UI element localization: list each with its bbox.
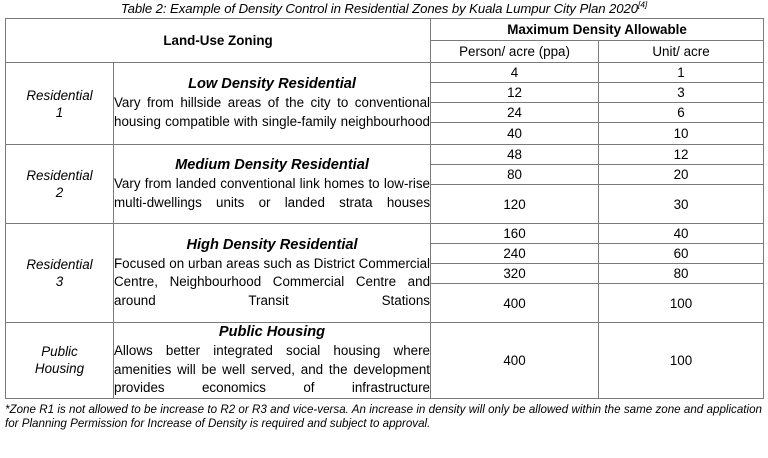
header-land-use-zoning: Land-Use Zoning: [6, 19, 431, 63]
density-ppa-value: 12: [431, 83, 599, 103]
zone-description-title: Low Density Residential: [188, 76, 356, 93]
table-caption: [0, 0, 768, 18]
density-unit-value: 12: [599, 145, 764, 165]
zone-description-residential-3: [114, 224, 431, 323]
zone-description-body: [114, 175, 430, 212]
desc-line: and around Transit Stations: [114, 274, 431, 308]
zone-label-residential-2: [6, 145, 114, 224]
desc-line: where amenities will be well served,: [114, 343, 431, 377]
density-ppa-value: 160: [431, 224, 599, 244]
density-ppa-value: 320: [431, 264, 599, 284]
density-unit-value: 30: [599, 185, 764, 224]
desc-line: conventional housing compatible with: [114, 95, 430, 129]
density-unit-value: 20: [599, 165, 764, 185]
zone-label-line-1: Residential: [26, 168, 93, 183]
density-unit-value: 1: [599, 63, 764, 83]
zone-label-line-2: Housing: [34, 361, 85, 377]
table-caption-reference: [4]: [637, 0, 648, 10]
density-ppa-value: 40: [431, 123, 599, 145]
desc-line: Focused on urban areas such as: [114, 255, 310, 271]
density-ppa-value: 240: [431, 244, 599, 264]
zone-description-body: [114, 94, 430, 131]
zone-description-title: Public Housing: [218, 324, 326, 340]
density-unit-value: 3: [599, 83, 764, 103]
desc-line: economics of infrastructure: [201, 380, 430, 396]
density-ppa-value: 24: [431, 103, 599, 123]
density-ppa-value: 120: [431, 185, 599, 224]
desc-line: and the development provides: [114, 361, 430, 396]
density-ppa-value: 400: [431, 323, 599, 399]
density-ppa-value: 48: [431, 145, 599, 165]
header-unit-per-acre: Unit/ acre: [599, 41, 764, 63]
zone-description-title: Medium Density Residential: [175, 156, 369, 173]
zone-label-line-2: 3: [55, 274, 64, 289]
zone-label-line-1: Residential: [26, 87, 93, 103]
density-unit-value: 100: [599, 323, 764, 399]
table-row: [6, 323, 764, 399]
table-header: [6, 19, 764, 63]
density-unit-value: 10: [599, 123, 764, 145]
desc-line: or landed strata houses: [258, 194, 431, 210]
density-control-table: [5, 18, 764, 399]
density-unit-value: 80: [599, 264, 764, 284]
zone-description-residential-1: [114, 63, 431, 145]
zone-description-body: [114, 342, 430, 398]
zone-label-line-1: Residential: [26, 257, 93, 272]
zone-label-line-2: 2: [55, 185, 64, 200]
zone-label-residential-1: [6, 63, 114, 145]
zone-description-public-housing: [114, 323, 431, 399]
desc-line: homes to low-rise multi-dwellings units: [114, 175, 430, 210]
table-footnote: *Zone R1 is not allowed to be increase to R2 or R3 and vice-versa. An increase in density will only be allowed within the same zone and application for Planning Permission for Increase of Density is required and subject to approval.: [5, 402, 762, 431]
desc-line: Vary from landed conventional link: [114, 175, 320, 191]
density-ppa-value: 400: [431, 284, 599, 323]
density-unit-value: 100: [599, 284, 764, 323]
zone-label-public-housing: [6, 323, 114, 399]
table-row: [6, 145, 764, 165]
header-row-primary: [6, 19, 764, 41]
zone-description-title: High Density Residential: [186, 236, 358, 253]
density-unit-value: 6: [599, 103, 764, 123]
zone-description-residential-2: [114, 145, 431, 224]
zone-label-residential-3: [6, 224, 114, 323]
zone-label-line-2: 1: [55, 104, 64, 120]
header-person-per-acre: Person/ acre (ppa): [431, 41, 599, 63]
desc-line: Allows better integrated social housing: [114, 343, 381, 358]
desc-line: Vary from hillside areas of the city to: [114, 95, 349, 111]
table-row: [6, 63, 764, 83]
table-row: [6, 224, 764, 244]
density-ppa-value: 4: [431, 63, 599, 83]
density-unit-value: 60: [599, 244, 764, 264]
desc-line: single-family neighbourhood: [262, 114, 430, 129]
desc-line: Neighbourhood Commercial Centre: [169, 274, 397, 290]
table-body: [6, 63, 764, 399]
density-unit-value: 40: [599, 224, 764, 244]
density-ppa-value: 80: [431, 165, 599, 185]
zone-description-body: [114, 255, 430, 311]
header-maximum-density-allowable: Maximum Density Allowable: [431, 19, 764, 41]
zone-label-line-1: Public: [41, 344, 78, 360]
desc-line: District Commercial Centre,: [114, 255, 431, 290]
table-caption-text: Table 2: Example of Density Control in Residential Zones by Kuala Lumpur City Plan 2020: [120, 1, 638, 16]
